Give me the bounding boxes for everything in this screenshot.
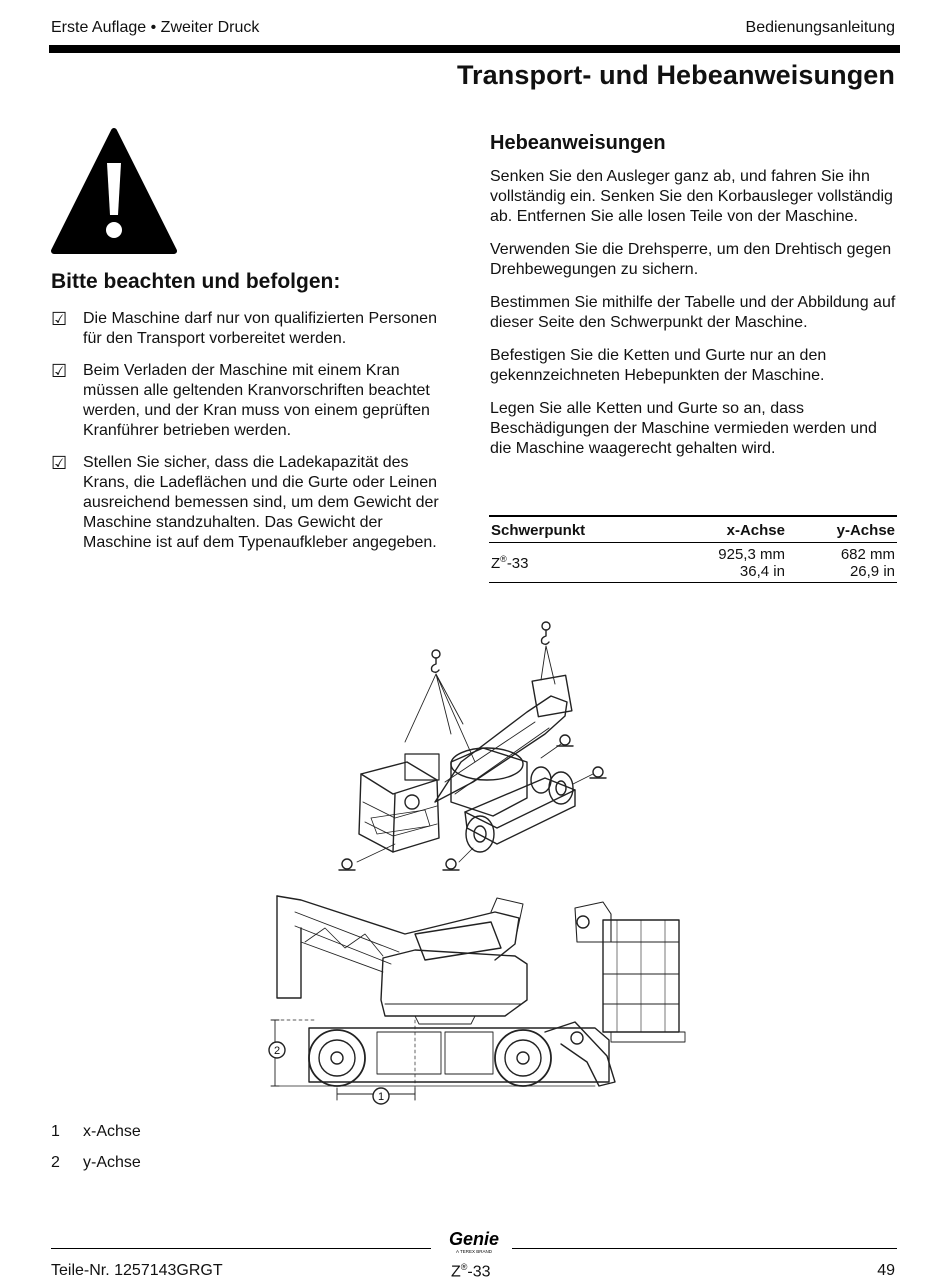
checkbox-checked-icon: ☑ [51, 361, 68, 381]
svg-text:A TEREX BRAND: A TEREX BRAND [456, 1249, 492, 1254]
table-header-row [489, 516, 897, 543]
precautions-heading: Bitte beachten und befolgen: [51, 270, 341, 293]
header-rule [49, 45, 900, 53]
instruction-paragraph: Senken Sie den Ausleger ganz ab, und fahren Sie ihn vollständig ein. Senken Sie den Korbausleger vollständig ab. Entfernen Sie alle losen Teile von der Maschine. [490, 168, 893, 225]
y-axis-cell [787, 543, 897, 583]
tie-down-icon [339, 859, 355, 870]
legend-item [51, 1121, 141, 1142]
header-manual-type: Bedienungsanleitung [745, 19, 895, 36]
figure-legend [51, 1121, 141, 1183]
legend-label: y-Achse [83, 1154, 141, 1171]
callout-1: 1 [377, 1091, 385, 1103]
checkbox-checked-icon: ☑ [51, 309, 68, 329]
tie-down-icon [557, 735, 573, 746]
x-axis-mm: 925,3 mm [718, 546, 785, 563]
isometric-machine-drawing [339, 622, 606, 870]
center-of-gravity-table [489, 515, 897, 583]
x-axis-cell [662, 543, 787, 583]
instruction-paragraph: Legen Sie alle Ketten und Gurte so an, dass Beschädigungen der Maschine vermieden werden und die Maschine waagerecht gehalten wird. [490, 400, 877, 457]
legend-label: x-Achse [83, 1123, 141, 1140]
checkbox-checked-icon: ☑ [51, 453, 68, 473]
page-title: Transport- und Hebeanweisungen [456, 60, 895, 90]
instruction-paragraph: Bestimmen Sie mithilfe der Tabelle und der Abbildung auf dieser Seite den Schwerpunkt der Maschine. [490, 294, 896, 331]
y-axis-mm: 682 mm [840, 546, 895, 563]
callout-2: 2 [273, 1045, 281, 1057]
front-wheel [495, 1030, 551, 1086]
x-axis-in: 36,4 in [739, 563, 785, 580]
instruction-paragraph: Befestigen Sie die Ketten und Gurte nur an den gekennzeichneten Hebepunkten der Maschine. [490, 347, 827, 384]
footer-part-number: Teile-Nr. 1257143GRGT [51, 1262, 223, 1279]
legend-number: 2 [51, 1154, 60, 1171]
crane-hook-icon [432, 650, 441, 672]
warning-triangle-icon [50, 127, 178, 255]
model-cell: Z®-33 [489, 543, 662, 583]
table-row [489, 543, 897, 583]
lifting-heading: Hebeanweisungen [490, 132, 666, 154]
rear-wheel [309, 1030, 365, 1086]
instruction-paragraph: Verwenden Sie die Drehsperre, um den Drehtisch gegen Drehbewegungen zu sichern. [490, 241, 892, 278]
legend-item [51, 1152, 141, 1173]
checklist-item-text: Stellen Sie sicher, dass die Ladekapazität des Krans, die Ladeflächen und die Gurte oder Leinen ausreichend bemessen sind, um dem Gewicht der Maschine standzuhalten. Das Gewicht der Maschine ist auf dem Typenaufkleber angegeben. [83, 454, 439, 551]
side-view-machine-drawing [269, 896, 685, 1104]
header-edition: Erste Auflage • Zweiter Druck [51, 19, 260, 36]
checklist-item [51, 361, 441, 441]
column-header-center-of-gravity: Schwerpunkt [489, 516, 662, 543]
footer-rule-left [51, 1248, 431, 1249]
checklist-item [51, 309, 441, 349]
tie-down-icon [590, 767, 606, 778]
footer-page-number: 49 [877, 1262, 895, 1279]
precautions-checklist [51, 309, 441, 565]
column-header-y-axis: y-Achse [787, 516, 897, 543]
checklist-item-text: Beim Verladen der Maschine mit einem Kran müssen alle geltenden Kranvorschriften beachtet werden, und der Kran muss von einem geprüften Kranführer betrieben werden. [83, 362, 430, 439]
footer-rule-right [512, 1248, 897, 1249]
lifting-instructions [490, 167, 900, 472]
tie-down-icon [443, 859, 459, 870]
machine-lifting-figure [265, 612, 695, 1112]
y-axis-in: 26,9 in [849, 563, 895, 580]
checklist-item [51, 453, 441, 553]
column-header-x-axis: x-Achse [662, 516, 787, 543]
checklist-item-text: Die Maschine darf nur von qualifizierten Personen für den Transport vorbereitet werden. [83, 310, 437, 347]
svg-text:Genie: Genie [448, 1229, 500, 1249]
legend-number: 1 [51, 1123, 60, 1140]
footer-model: Z®-33 [451, 1262, 491, 1281]
crane-hook-icon [542, 622, 551, 644]
genie-logo [440, 1228, 508, 1256]
